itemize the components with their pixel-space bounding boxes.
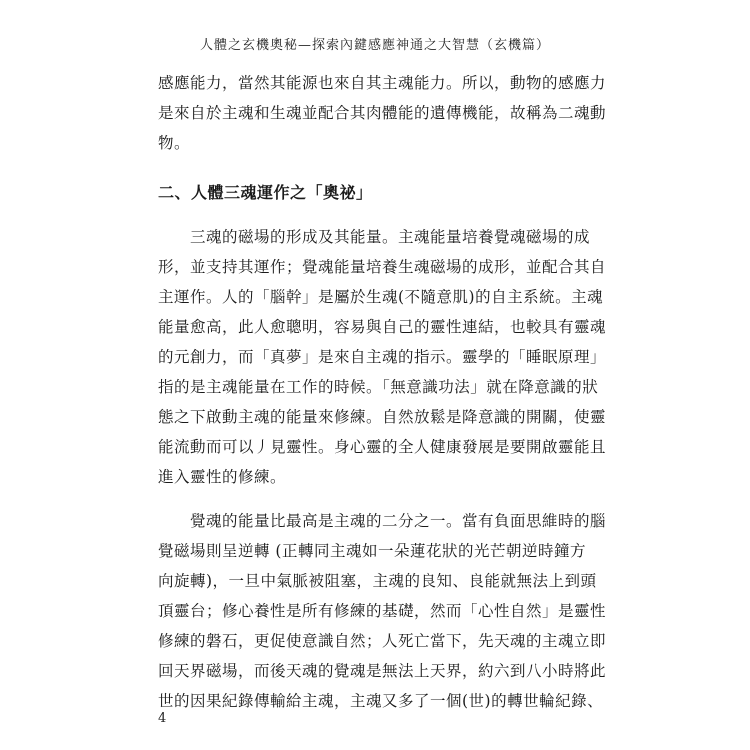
paragraph-3: [158, 506, 607, 716]
paragraph-line: 覺魂的能量比最高是主魂的二分之一。當有負面思維時的腦: [158, 512, 607, 530]
running-header: 人體之玄機奧秘—探索內鍵感應神通之大智慧（玄機篇）: [199, 38, 550, 53]
paragraph-line: 能量愈高，此人愈聰明，容易與自己的靈性連結，也較具有靈魂: [158, 318, 607, 336]
paragraph-line: 指的是主魂能量在工作的時候。「無意識功法」就在降意識的狀: [158, 378, 599, 396]
paragraph-line: 能流動而可以丿見靈性。身心靈的全人健康發展是要開啟靈能且: [158, 438, 607, 456]
paragraph-line: 主運作。人的「腦幹」是屬於生魂(不隨意肌)的自主系統。主魂: [158, 288, 604, 306]
paragraph-line: 回天界磁場，而後天魂的覺魂是無法上天界，約六到八小時將此: [158, 662, 607, 680]
paragraph-line: 三魂的磁場的形成及其能量。主魂能量培養覺魂磁場的成: [158, 228, 591, 246]
paragraph-line: 是來自於主魂和生魂並配合其肉體能的遺傳機能，故稱為二魂動: [158, 104, 607, 122]
paragraph-line: 形，並支持其運作；覺魂能量培養生魂磁場的成形，並配合其自: [158, 258, 607, 276]
section-heading: 二、人體三魂運作之「奧祕」: [158, 183, 373, 202]
spacer: [158, 492, 588, 506]
paragraph-line: 感應能力，當然其能源也來自其主魂能力。所以，動物的感應力: [158, 74, 607, 92]
paragraph-1: [158, 68, 607, 158]
paragraph-line: 態之下啟動主魂的能量來修練。自然放鬆是降意識的開關，使靈: [158, 408, 607, 426]
page-number: 4: [158, 711, 167, 726]
paragraph-line: 頂靈台；修心養性是所有修練的基礎，然而「心性自然」是靈性: [158, 602, 607, 620]
paragraph-line: 進入靈性的修練。: [158, 468, 287, 486]
paragraph-line: 向旋轉)，一旦中氣脈被阻塞，主魂的良知、良能就無法上到頭: [158, 572, 597, 590]
page-body: [158, 68, 607, 716]
paragraph-line: 物。: [158, 134, 191, 152]
paragraph-2: [158, 222, 607, 492]
paragraph-line: 的元創力，而「真夢」是來自主魂的指示。靈學的「睡眠原理」: [158, 348, 607, 366]
paragraph-line: 修練的磐石，更促使意識自然；人死亡當下，先天魂的主魂立即: [158, 632, 607, 650]
spacer: [158, 158, 588, 172]
paragraph-line: 覺磁場則呈逆轉 (正轉同主魂如一朵蓮花狀的光芒朝逆時鐘方: [158, 542, 586, 560]
paragraph-line: 世的因果紀錄傳輸給主魂，主魂又多了一個(世)的轉世輪紀錄、: [158, 692, 604, 710]
